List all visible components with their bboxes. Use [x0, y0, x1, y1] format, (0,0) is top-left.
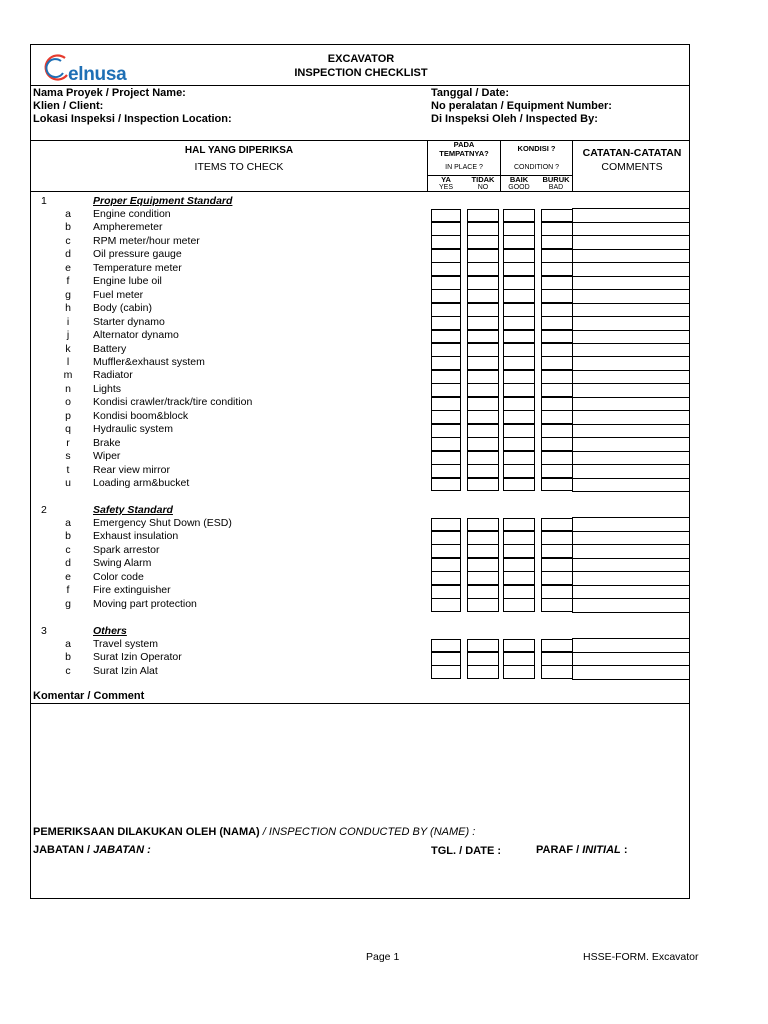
comment-line[interactable]	[572, 276, 690, 277]
inspected-by-label: Di Inspeksi Oleh / Inspected By:	[431, 113, 598, 125]
section-number: 1	[41, 195, 47, 207]
comments-header-en: COMMENTS	[601, 161, 663, 173]
logo-text: elnusa	[68, 64, 127, 85]
buruk-checkbox[interactable]	[541, 464, 573, 478]
buruk-checkbox[interactable]	[541, 585, 573, 599]
form-title: EXCAVATOR	[327, 53, 395, 65]
item-letter: i	[66, 315, 70, 328]
comment-line[interactable]	[572, 356, 690, 357]
buruk-checkbox[interactable]	[541, 652, 573, 666]
tidak-label: TIDAK	[471, 175, 495, 184]
item-text: Surat Izin Operator	[93, 651, 182, 664]
buruk-checkbox[interactable]	[541, 289, 573, 303]
comment-line[interactable]	[572, 679, 690, 680]
ya-checkbox[interactable]	[431, 518, 461, 532]
baik-checkbox[interactable]	[503, 383, 535, 397]
in-place-header-2: TEMPATNYA?	[439, 149, 489, 158]
baik-checkbox[interactable]	[503, 478, 535, 492]
item-letter: c	[65, 543, 71, 556]
item-letter: p	[65, 409, 71, 422]
location-label: Lokasi Inspeksi / Inspection Location:	[33, 113, 232, 125]
divider	[31, 703, 689, 704]
tidak-checkbox[interactable]	[467, 451, 499, 465]
item-letter: f	[66, 275, 70, 288]
jabatan-label: JABATAN /	[33, 844, 91, 856]
jabatan-line	[33, 844, 151, 856]
tidak-checkbox[interactable]	[467, 598, 499, 612]
yes-label: YES	[438, 184, 453, 191]
buruk-checkbox[interactable]	[541, 276, 573, 290]
item-text: Ampheremeter	[93, 221, 163, 234]
baik-checkbox[interactable]	[503, 518, 535, 532]
project-name-label: Nama Proyek / Project Name:	[33, 87, 186, 99]
ya-checkbox[interactable]	[431, 235, 461, 249]
bad-label: BAD	[548, 184, 564, 191]
condition-header-id: KONDISI ?	[517, 144, 556, 153]
items-header-en: ITEMS TO CHECK	[194, 161, 284, 173]
comment-line[interactable]	[572, 303, 690, 304]
divider	[31, 140, 689, 141]
item-letter: g	[65, 597, 71, 610]
baik-checkbox[interactable]	[503, 424, 535, 438]
tidak-checkbox[interactable]	[467, 437, 499, 451]
item-text: Alternator dynamo	[93, 329, 179, 342]
tidak-checkbox[interactable]	[467, 262, 499, 276]
ya-checkbox[interactable]	[431, 262, 461, 276]
item-text: Brake	[93, 436, 121, 449]
conducted-by-label-en: / INSPECTION CONDUCTED BY (NAME) :	[262, 826, 476, 838]
comment-line[interactable]	[572, 491, 690, 492]
baik-checkbox[interactable]	[503, 437, 535, 451]
buruk-checkbox[interactable]	[541, 262, 573, 276]
item-text: Body (cabin)	[93, 302, 152, 315]
buruk-checkbox[interactable]	[541, 518, 573, 532]
buruk-checkbox[interactable]	[541, 397, 573, 411]
baik-checkbox[interactable]	[503, 451, 535, 465]
buruk-checkbox[interactable]	[541, 343, 573, 357]
ya-checkbox[interactable]	[431, 544, 461, 558]
comment-line[interactable]	[572, 222, 690, 223]
item-text: Engine lube oil	[93, 275, 162, 288]
ya-checkbox[interactable]	[431, 639, 461, 653]
ya-checkbox[interactable]	[431, 464, 461, 478]
item-text: Moving part protection	[93, 597, 197, 610]
tidak-checkbox[interactable]	[467, 235, 499, 249]
tidak-checkbox[interactable]	[467, 249, 499, 263]
buruk-checkbox[interactable]	[541, 249, 573, 263]
buruk-checkbox[interactable]	[541, 665, 573, 679]
tidak-checkbox[interactable]	[467, 316, 499, 330]
item-text: Fire extinguisher	[93, 584, 171, 597]
section-number: 3	[41, 625, 47, 637]
comment-line[interactable]	[572, 383, 690, 384]
comment-line[interactable]	[572, 249, 690, 250]
comment-line[interactable]	[572, 370, 690, 371]
baik-checkbox[interactable]	[503, 343, 535, 357]
comment-line[interactable]	[572, 558, 690, 559]
item-letter: h	[65, 302, 71, 315]
ya-checkbox[interactable]	[431, 598, 461, 612]
client-label: Klien / Client:	[33, 100, 104, 112]
no-label: NO	[477, 184, 489, 191]
baik-checkbox[interactable]	[503, 356, 535, 370]
item-letter: j	[66, 329, 70, 342]
buruk-checkbox[interactable]	[541, 356, 573, 370]
comment-line[interactable]	[572, 410, 690, 411]
item-letter: c	[65, 664, 71, 677]
ya-checkbox[interactable]	[431, 585, 461, 599]
comment-line[interactable]	[572, 262, 690, 263]
ya-checkbox[interactable]	[431, 558, 461, 572]
item-text: Oil pressure gauge	[93, 248, 182, 261]
ya-checkbox[interactable]	[431, 397, 461, 411]
item-text: Hydraulic system	[93, 423, 173, 436]
item-letter: d	[65, 557, 71, 570]
comment-line[interactable]	[572, 544, 690, 545]
section-title: Safety Standard	[93, 504, 173, 516]
item-letter: b	[65, 651, 71, 664]
baik-checkbox[interactable]	[503, 276, 535, 290]
date-signature-label: TGL. / DATE :	[431, 845, 502, 857]
baik-label: BAIK	[509, 175, 529, 184]
comment-line	[572, 208, 690, 209]
baik-checkbox[interactable]	[503, 303, 535, 317]
tidak-checkbox[interactable]	[467, 464, 499, 478]
ya-checkbox[interactable]	[431, 330, 461, 344]
item-text: Spark arrestor	[93, 543, 160, 556]
comment-line[interactable]	[572, 451, 690, 452]
baik-checkbox[interactable]	[503, 289, 535, 303]
buruk-checkbox[interactable]	[541, 478, 573, 492]
baik-checkbox[interactable]	[503, 639, 535, 653]
ya-checkbox[interactable]	[431, 424, 461, 438]
ya-checkbox[interactable]	[431, 303, 461, 317]
item-letter: b	[65, 530, 71, 543]
comment-line	[572, 517, 690, 518]
item-text: Loading arm&bucket	[93, 477, 190, 489]
comment-area[interactable]	[33, 705, 687, 823]
tidak-checkbox[interactable]	[467, 397, 499, 411]
in-place-header-1: PADA	[453, 140, 475, 149]
item-text: Wiper	[93, 450, 121, 463]
ya-checkbox[interactable]	[431, 652, 461, 666]
buruk-checkbox[interactable]	[541, 330, 573, 344]
section-title: Others	[93, 625, 127, 637]
baik-checkbox[interactable]	[503, 558, 535, 572]
tidak-checkbox[interactable]	[467, 410, 499, 424]
item-letter: o	[65, 396, 71, 409]
item-letter: a	[65, 638, 71, 650]
date-label: Tanggal / Date:	[431, 87, 510, 99]
comment-line[interactable]	[572, 665, 690, 666]
tidak-checkbox[interactable]	[467, 544, 499, 558]
comments-header-id: CATATAN-CATATAN	[582, 147, 682, 159]
tidak-checkbox[interactable]	[467, 424, 499, 438]
tidak-checkbox[interactable]	[467, 276, 499, 290]
item-letter: s	[65, 450, 71, 463]
comment-line	[572, 638, 690, 639]
item-text: Battery	[93, 342, 127, 355]
ya-checkbox[interactable]	[431, 276, 461, 290]
item-letter: m	[63, 369, 73, 382]
comment-line[interactable]	[572, 316, 690, 317]
tidak-checkbox[interactable]	[467, 383, 499, 397]
buruk-checkbox[interactable]	[541, 410, 573, 424]
baik-checkbox[interactable]	[503, 464, 535, 478]
baik-checkbox[interactable]	[503, 544, 535, 558]
tidak-checkbox[interactable]	[467, 330, 499, 344]
buruk-checkbox[interactable]	[541, 316, 573, 330]
in-place-header-en: IN PLACE ?	[445, 164, 483, 171]
item-letter: e	[65, 261, 71, 274]
item-letter: a	[65, 208, 71, 220]
ya-label: YA	[441, 175, 451, 184]
baik-checkbox[interactable]	[503, 316, 535, 330]
baik-checkbox[interactable]	[503, 222, 535, 236]
buruk-checkbox[interactable]	[541, 531, 573, 545]
tidak-checkbox[interactable]	[467, 585, 499, 599]
tidak-checkbox[interactable]	[467, 558, 499, 572]
comment-line[interactable]	[572, 464, 690, 465]
divider	[31, 85, 689, 86]
ya-checkbox[interactable]	[431, 356, 461, 370]
divider	[31, 191, 689, 192]
section-title: Proper Equipment Standard	[93, 195, 233, 207]
equipment-number-label: No peralatan / Equipment Number:	[431, 100, 612, 112]
section-number: 2	[41, 504, 47, 516]
page-number: Page 1	[366, 951, 400, 963]
comment-line[interactable]	[572, 585, 690, 586]
baik-checkbox[interactable]	[503, 235, 535, 249]
item-text: Kondisi boom&block	[93, 409, 189, 422]
ya-checkbox[interactable]	[431, 343, 461, 357]
ya-checkbox[interactable]	[431, 478, 461, 492]
baik-checkbox[interactable]	[503, 209, 535, 223]
tidak-checkbox[interactable]	[467, 222, 499, 236]
tidak-checkbox[interactable]	[467, 639, 499, 653]
good-label: GOOD	[508, 184, 530, 191]
tidak-checkbox[interactable]	[467, 343, 499, 357]
comment-line[interactable]	[572, 343, 690, 344]
baik-checkbox[interactable]	[503, 262, 535, 276]
buruk-checkbox[interactable]	[541, 235, 573, 249]
item-letter: a	[65, 517, 71, 529]
ya-checkbox[interactable]	[431, 209, 461, 223]
item-text: Emergency Shut Down (ESD)	[93, 517, 232, 529]
ya-checkbox[interactable]	[431, 370, 461, 384]
item-text: Surat Izin Alat	[93, 664, 158, 677]
comment-line[interactable]	[572, 478, 690, 479]
item-letter: t	[66, 463, 70, 476]
ya-checkbox[interactable]	[431, 451, 461, 465]
item-letter: f	[66, 584, 70, 597]
comment-line[interactable]	[572, 437, 690, 438]
item-text: RPM meter/hour meter	[93, 234, 200, 247]
ya-checkbox[interactable]	[431, 437, 461, 451]
item-text: Exhaust insulation	[93, 530, 179, 543]
buruk-checkbox[interactable]	[541, 303, 573, 317]
buruk-checkbox[interactable]	[541, 424, 573, 438]
jabatan-label-en: JABATAN :	[93, 844, 151, 856]
comment-line[interactable]	[572, 424, 690, 425]
item-letter: u	[65, 477, 71, 489]
items-header-id: HAL YANG DIPERIKSA	[184, 145, 294, 156]
comment-line[interactable]	[572, 531, 690, 532]
ya-checkbox[interactable]	[431, 410, 461, 424]
paraf-line: PARAF / INITIAL :	[536, 844, 628, 856]
baik-checkbox[interactable]	[503, 249, 535, 263]
paraf-label-en: INITIAL	[582, 844, 621, 856]
baik-checkbox[interactable]	[503, 531, 535, 545]
ya-checkbox[interactable]	[431, 383, 461, 397]
item-letter: k	[65, 342, 71, 355]
comment-line[interactable]	[572, 598, 690, 599]
comment-line[interactable]	[572, 612, 690, 613]
conducted-by-line	[33, 826, 475, 838]
baik-checkbox[interactable]	[503, 370, 535, 384]
buruk-checkbox[interactable]	[541, 209, 573, 223]
buruk-checkbox[interactable]	[541, 571, 573, 585]
comment-line[interactable]	[572, 397, 690, 398]
tidak-checkbox[interactable]	[467, 478, 499, 492]
tidak-checkbox[interactable]	[467, 571, 499, 585]
baik-checkbox[interactable]	[503, 665, 535, 679]
tidak-checkbox[interactable]	[467, 370, 499, 384]
conducted-by-label: PEMERIKSAAN DILAKUKAN OLEH (NAMA)	[33, 826, 260, 838]
baik-checkbox[interactable]	[503, 410, 535, 424]
item-letter: l	[66, 355, 70, 368]
item-letter: c	[65, 234, 71, 247]
item-text: Rear view mirror	[93, 463, 171, 476]
tidak-checkbox[interactable]	[467, 652, 499, 666]
item-text: Travel system	[93, 638, 158, 650]
buruk-checkbox[interactable]	[541, 222, 573, 236]
ya-checkbox[interactable]	[431, 665, 461, 679]
item-letter: e	[65, 570, 71, 583]
item-letter: n	[65, 382, 71, 395]
comment-line[interactable]	[572, 289, 690, 290]
comment-label: Komentar / Comment	[33, 690, 145, 702]
ya-checkbox[interactable]	[431, 249, 461, 263]
inspection-form	[30, 44, 690, 899]
comment-line[interactable]	[572, 652, 690, 653]
item-letter: b	[65, 221, 71, 234]
buruk-checkbox[interactable]	[541, 370, 573, 384]
ya-checkbox[interactable]	[431, 289, 461, 303]
item-text: Muffler&exhaust system	[93, 355, 205, 368]
baik-checkbox[interactable]	[503, 397, 535, 411]
tidak-checkbox[interactable]	[467, 665, 499, 679]
ya-checkbox[interactable]	[431, 222, 461, 236]
baik-checkbox[interactable]	[503, 652, 535, 666]
form-id: HSSE-FORM. Excavator	[583, 951, 699, 963]
item-text: Fuel meter	[93, 288, 144, 301]
item-text: Kondisi crawler/track/tire condition	[93, 396, 253, 409]
buruk-checkbox[interactable]	[541, 437, 573, 451]
buruk-checkbox[interactable]	[541, 639, 573, 653]
ya-checkbox[interactable]	[431, 571, 461, 585]
item-text: Lights	[93, 382, 122, 395]
item-text: Radiator	[93, 369, 133, 382]
item-text: Engine condition	[93, 208, 171, 220]
baik-checkbox[interactable]	[503, 571, 535, 585]
item-letter: q	[65, 423, 71, 436]
tidak-checkbox[interactable]	[467, 303, 499, 317]
item-letter: d	[65, 248, 71, 261]
buruk-checkbox[interactable]	[541, 383, 573, 397]
form-subtitle: INSPECTION CHECKLIST	[294, 67, 428, 79]
buruk-label: BURUK	[542, 175, 570, 184]
condition-header-en: CONDITION ?	[513, 164, 560, 171]
baik-checkbox[interactable]	[503, 330, 535, 344]
tidak-checkbox[interactable]	[467, 531, 499, 545]
item-text: Starter dynamo	[93, 315, 165, 328]
item-text: Color code	[93, 570, 144, 583]
tidak-checkbox[interactable]	[467, 518, 499, 532]
buruk-checkbox[interactable]	[541, 451, 573, 465]
ya-checkbox[interactable]	[431, 531, 461, 545]
baik-checkbox[interactable]	[503, 585, 535, 599]
item-letter: g	[65, 288, 71, 301]
ya-checkbox[interactable]	[431, 316, 461, 330]
baik-checkbox[interactable]	[503, 598, 535, 612]
comment-line[interactable]	[572, 330, 690, 331]
item-letter: r	[66, 436, 70, 449]
tidak-checkbox[interactable]	[467, 289, 499, 303]
tidak-checkbox[interactable]	[467, 356, 499, 370]
paraf-label: PARAF /	[536, 844, 580, 856]
comment-line[interactable]	[572, 571, 690, 572]
buruk-checkbox[interactable]	[541, 598, 573, 612]
item-text: Temperature meter	[93, 261, 182, 274]
buruk-checkbox[interactable]	[541, 544, 573, 558]
tidak-checkbox[interactable]	[467, 209, 499, 223]
item-text: Swing Alarm	[93, 557, 152, 570]
comment-line[interactable]	[572, 235, 690, 236]
buruk-checkbox[interactable]	[541, 558, 573, 572]
